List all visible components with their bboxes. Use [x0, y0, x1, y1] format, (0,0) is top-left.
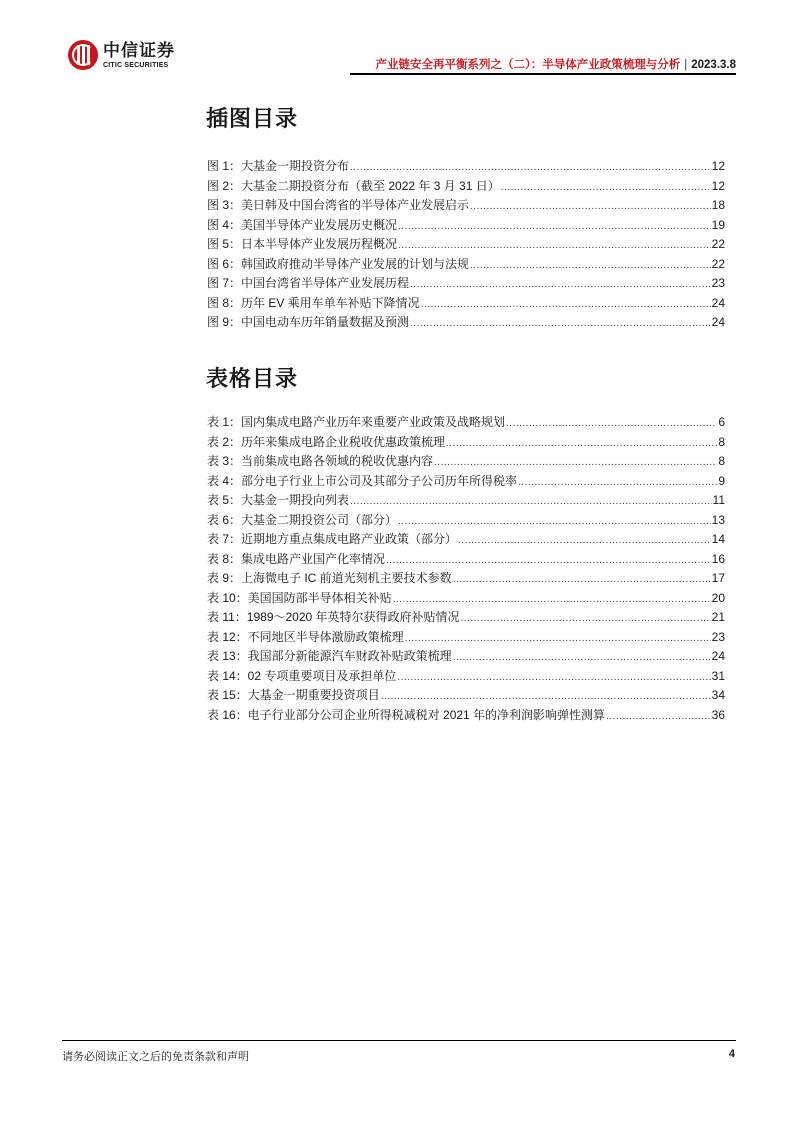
- citic-emblem-icon: [68, 40, 98, 70]
- dot-leader: [606, 711, 711, 722]
- table-entry-page: 16: [711, 551, 725, 566]
- dot-leader: [405, 633, 711, 644]
- table-entry-label: 表 8：集成电路产业国产化率情况: [207, 551, 386, 566]
- dot-leader: [461, 613, 711, 624]
- table-entry-label: 表 3：当前集成电路各领域的税收优惠内容: [207, 454, 434, 468]
- dot-leader: [386, 555, 711, 566]
- table-entry-label: 表 1：国内集成电路产业历年来重要产业政策及战略规划: [207, 415, 506, 429]
- dot-leader: [470, 260, 711, 271]
- table-entry-page: 36: [711, 707, 725, 722]
- figures-list: [207, 157, 725, 333]
- table-entry-label: 表 14：02 专项重要项目及承担单位: [207, 668, 397, 683]
- dot-leader: [398, 516, 711, 527]
- table-entry-label: 表 10：美国国防部半导体相关补贴: [207, 590, 392, 605]
- figure-entry[interactable]: [207, 313, 725, 333]
- dot-leader: [501, 182, 711, 193]
- table-entry-page: 23: [711, 629, 725, 644]
- disclaimer-note: 请务必阅读正文之后的免责条款和声明: [62, 1051, 249, 1063]
- table-entry[interactable]: [207, 667, 725, 687]
- figure-entry-label: 图 2：大基金二期投资分布（截至 2022 年 3 月 31 日）: [207, 178, 500, 193]
- table-entry-label: 表 13：我国部分新能源汽车财政补贴政策梳理: [207, 649, 452, 663]
- figure-entry-label: 图 8：历年 EV 乘用车单车补贴下降情况: [207, 295, 420, 310]
- dot-leader: [398, 221, 711, 232]
- table-entry[interactable]: [207, 550, 725, 570]
- table-entry[interactable]: [207, 413, 725, 433]
- dot-leader: [410, 279, 711, 290]
- dot-leader: [398, 240, 711, 251]
- table-entry-page: 6: [718, 415, 725, 429]
- table-entry-page: 31: [711, 668, 725, 683]
- table-entry-page: 21: [711, 610, 725, 624]
- report-date: 2023.3.8: [691, 59, 736, 71]
- dot-leader: [397, 672, 710, 683]
- table-entry-page: 8: [718, 454, 725, 468]
- table-entry-label: 表 2：历年来集成电路企业税收优惠政策梳理: [207, 434, 446, 449]
- table-entry-page: 17: [711, 571, 725, 585]
- dot-leader: [350, 162, 711, 173]
- dot-leader: [350, 496, 712, 507]
- figure-entry[interactable]: [207, 255, 725, 275]
- figure-entry-label: 图 1：大基金一期投资分布: [207, 159, 350, 173]
- tables-list: [207, 413, 725, 725]
- dot-leader: [453, 652, 711, 663]
- dot-leader: [506, 418, 717, 429]
- dot-leader: [453, 574, 711, 585]
- figure-entry-page: 18: [711, 198, 725, 212]
- table-entry-label: 表 12：不同地区半导体激励政策梳理: [207, 629, 404, 644]
- table-entry-page: 8: [718, 434, 725, 449]
- table-entry-label: 表 7：近期地方重点集成电路产业政策（部分）: [207, 532, 458, 546]
- figure-entry-label: 图 5：日本半导体产业发展历程概况: [207, 237, 398, 251]
- dot-leader: [381, 691, 711, 702]
- figure-entry-page: 22: [711, 237, 725, 251]
- table-entry-page: 13: [711, 512, 725, 527]
- table-entry[interactable]: [207, 706, 725, 726]
- logo-english-name: CITIC SECURITIES: [103, 61, 169, 69]
- figure-entry-page: 12: [711, 178, 725, 193]
- figure-entry-page: 12: [711, 159, 725, 173]
- table-entry[interactable]: [207, 608, 725, 628]
- table-entry[interactable]: [207, 647, 725, 667]
- table-entry[interactable]: [207, 433, 725, 453]
- dot-leader: [434, 457, 717, 468]
- dot-leader: [421, 299, 711, 310]
- table-entry-label: 表 9：上海微电子 IC 前道光刻机主要技术参数: [207, 571, 452, 585]
- figure-entry[interactable]: [207, 294, 725, 314]
- figures-list-title: 插图目录: [206, 106, 299, 131]
- table-entry-page: 34: [711, 688, 725, 702]
- dot-leader: [518, 477, 717, 488]
- logo-chinese-name: 中信证券: [103, 40, 175, 60]
- dot-leader: [393, 594, 711, 605]
- citic-logo: [68, 40, 175, 70]
- table-entry[interactable]: [207, 686, 725, 706]
- table-entry-label: 表 6：大基金二期投资公司（部分）: [207, 512, 398, 527]
- figure-entry-label: 图 9：中国电动车历年销量数据及预测: [207, 315, 410, 329]
- figure-entry-page: 24: [711, 315, 725, 329]
- report-title: 产业链安全再平衡系列之（二）：半导体产业政策梳理与分析: [375, 59, 681, 71]
- figure-entry-label: 图 4：美国半导体产业发展历史概况: [207, 217, 398, 232]
- tables-list-title: 表格目录: [206, 366, 299, 391]
- figure-entry-label: 图 3：美日韩及中国台湾省的半导体产业发展启示: [207, 198, 470, 212]
- table-entry[interactable]: [207, 472, 725, 492]
- figure-entry-page: 23: [711, 276, 725, 290]
- header-separator: |: [684, 59, 688, 71]
- dot-leader: [470, 201, 711, 212]
- page-number: 4: [728, 1048, 735, 1060]
- page-header: [0, 0, 793, 90]
- table-entry-label: 表 5：大基金一期投向列表: [207, 493, 350, 507]
- table-entry[interactable]: [207, 569, 725, 589]
- report-header: [375, 56, 736, 72]
- figure-entry-page: 24: [711, 295, 725, 310]
- figure-entry-label: 图 6：韩国政府推动半导体产业发展的计划与法规: [207, 256, 470, 271]
- table-entry-page: 24: [711, 649, 725, 663]
- table-entry-label: 表 15：大基金一期重要投资项目: [207, 688, 380, 702]
- table-entry-label: 表 11：1989～2020 年英特尔获得政府补贴情况: [207, 610, 460, 624]
- table-entry-page: 14: [711, 532, 725, 546]
- figure-entry[interactable]: [207, 235, 725, 255]
- figure-entry-page: 19: [711, 217, 725, 232]
- dot-leader: [410, 318, 711, 329]
- table-entry[interactable]: [207, 530, 725, 550]
- table-entry-page: 11: [712, 493, 725, 507]
- figure-entry[interactable]: [207, 196, 725, 216]
- table-entry-label: 表 4：部分电子行业上市公司及其部分子公司历年所得税率: [207, 473, 518, 488]
- table-entry[interactable]: [207, 511, 725, 531]
- table-entry-page: 9: [718, 473, 725, 488]
- table-entry[interactable]: [207, 589, 725, 609]
- figure-entry[interactable]: [207, 274, 725, 294]
- dot-leader: [446, 438, 717, 449]
- table-entry-label: 表 16：电子行业部分公司企业所得税减税对 2021 年的净利润影响弹性测算: [207, 707, 606, 722]
- figure-entry-page: 22: [711, 256, 725, 271]
- table-entry[interactable]: [207, 491, 725, 511]
- figure-entry[interactable]: [207, 177, 725, 197]
- table-entry-page: 20: [711, 590, 725, 605]
- footer-rule: [62, 1040, 736, 1041]
- figure-entry[interactable]: [207, 216, 725, 236]
- header-rule: [350, 73, 736, 75]
- table-entry[interactable]: [207, 452, 725, 472]
- table-entry[interactable]: [207, 628, 725, 648]
- dot-leader: [458, 535, 711, 546]
- figure-entry-label: 图 7：中国台湾省半导体产业发展历程: [207, 276, 410, 290]
- figure-entry[interactable]: [207, 157, 725, 177]
